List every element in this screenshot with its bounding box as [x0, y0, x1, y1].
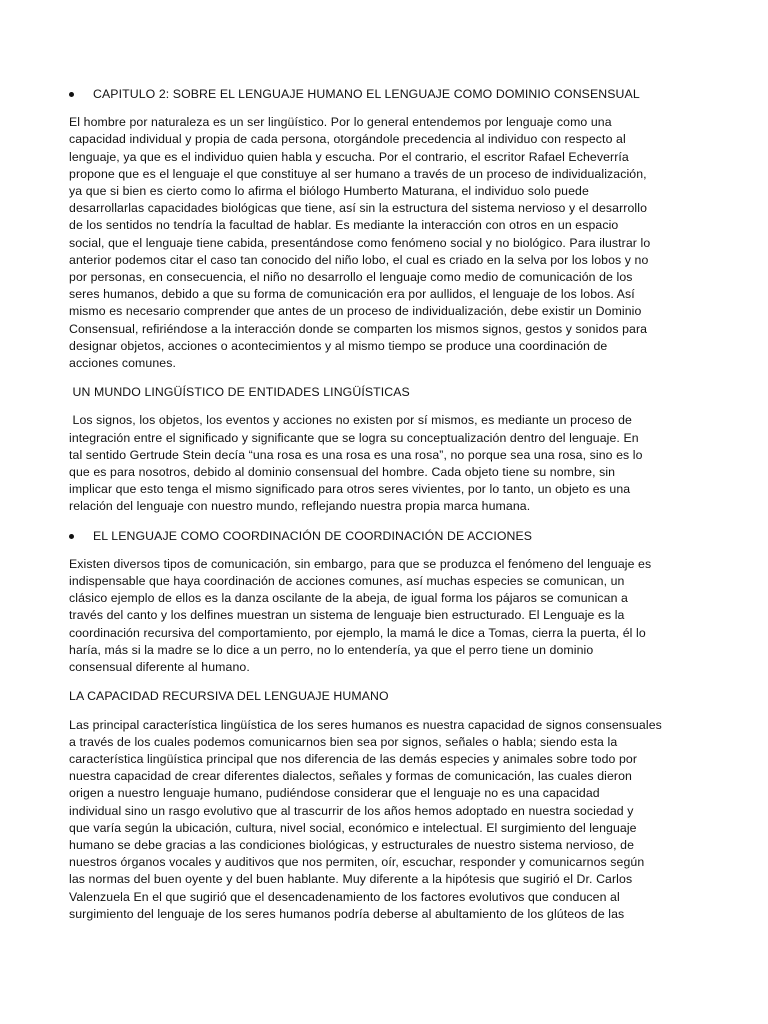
text-line: ya que si bien es cierto como lo afirma el biólogo Humberto Maturana, el individuo solo puede [69, 184, 589, 199]
text-line: individual sino un rasgo evolutivo que al trascurrir de los años hemos adoptado en nuestra sociedad y [69, 803, 634, 818]
text-line: Consensual, refiriéndose a la interacción donde se comparten los mismos signos, gestos y sonidos para [69, 321, 648, 336]
text-line: de los sentidos no tendría la facultad de hablar. Es mediante la interacción con otros en un espacio [69, 218, 619, 233]
text-line: propone que es el lenguaje el que constituye al ser humano a través de un proceso de individualización, [69, 166, 647, 181]
text-line: clásico ejemplo de ellos es la danza oscilante de la abeja, de igual forma los pájaros se comunican a [69, 591, 628, 606]
text-line: designar objetos, acciones o acontecimientos y al mismo tiempo se produce una coordinación de [69, 338, 608, 353]
text-line: lenguaje, ya que es el individuo quien habla y escucha. Por el contrario, el escritor Rafael Echeverría [69, 149, 629, 164]
heading-text: CAPITULO 2: SOBRE EL LENGUAJE HUMANO EL LENGUAJE COMO DOMINIO CONSENSUAL [93, 87, 640, 101]
text-line: implicar que esto tenga el mismo significado para otros seres vivientes, por lo tanto, un objeto es una [69, 482, 631, 497]
text-line: las normas del buen oyente y del buen hablante. Muy diferente a la hipótesis que sugirió el Dr. Carlos [69, 872, 633, 887]
text-line: consensual diferente al humano. [69, 660, 250, 675]
text-line: acciones comunes. [69, 356, 176, 371]
text-line: que varía según la ubicación, cultura, nivel social, económico e intelectual. El surgimiento del lenguaje [69, 820, 637, 835]
text-line: Los signos, los objetos, los eventos y acciones no existen por sí mismos, es mediante un proceso de [69, 413, 632, 428]
paragraph-capacidad-recursiva [69, 717, 673, 923]
text-line: coordinación recursiva del comportamiento, por ejemplo, la mamá le dice a Tomas, cierra la puerta, él lo [69, 625, 646, 640]
document-page [69, 86, 673, 935]
heading-text: UN MUNDO LINGÜÍSTICO DE ENTIDADES LINGÜÍSTICAS [69, 385, 410, 400]
text-line: indispensable que haya coordinación de acciones comunes, así muchas especies se comunican, un [69, 574, 625, 589]
text-line: Valenzuela En el que sugirió que el desencadenamiento de los factores evolutivos que conducen al [69, 889, 620, 904]
text-line: humano se debe gracias a las condiciones biológicas, y estructurales de nuestro sistema nervioso, de [69, 837, 635, 852]
text-line: tal sentido Gertrude Stein decía “una rosa es una rosa es una rosa”, no porque sea una rosa, sino es lo [69, 447, 643, 462]
section-heading-mundo-linguistico [69, 384, 673, 401]
text-line: Existen diversos tipos de comunicación, sin embargo, para que se produzca el fenómeno del lenguaje es [69, 556, 652, 571]
text-line: social, que el lenguaje tiene cabida, presentándose como fenómeno social y no biológico. Para ilustrar lo [69, 235, 651, 250]
text-line: capacidad individual y propia de cada persona, otorgándole precedencia al individuo con respecto al [69, 132, 626, 147]
text-line: nuestros órganos vocales y auditivos que nos permiten, oír, escuchar, responder y comunicarnos según [69, 855, 645, 870]
section-heading-capitulo-2 [69, 86, 673, 103]
heading-text: LA CAPACIDAD RECURSIVA DEL LENGUAJE HUMANO [69, 689, 389, 704]
paragraph-lenguaje-humano [69, 114, 673, 372]
section-heading-capacidad-recursiva [69, 688, 673, 705]
paragraph-mundo-linguistico [69, 412, 673, 515]
text-line: desarrollarlas capacidades biológicas que tiene, así sin la estructura del sistema nervioso y el desarrollo [69, 201, 648, 216]
text-line: a través de los cuales podemos comunicarnos bien sea por signos, señales o habla; siendo esta la [69, 734, 618, 749]
paragraph-coordinacion [69, 556, 673, 676]
text-line: anterior podemos citar el caso tan conocido del niño lobo, el cual es criado en la selva por los lobos y no [69, 252, 649, 267]
text-line: característica lingüística principal que nos diferencia de las demás especies y animales sobre todo por [69, 751, 638, 766]
text-line: surgimiento del lenguaje de los seres humanos podría deberse al abultamiento de los glúteos de las [69, 906, 625, 921]
heading-text: EL LENGUAJE COMO COORDINACIÓN DE COORDINACIÓN DE ACCIONES [93, 528, 533, 543]
text-line: por personas, en consecuencia, el niño no desarrollo el lenguaje como medio de comunicación de los [69, 270, 633, 285]
text-line: relación del lenguaje con nuestro mundo, reflejando nuestra propia marca humana. [69, 499, 531, 514]
bullet-icon [69, 534, 74, 539]
text-line: haría, más si la madre se lo dice a un perro, no lo entendería, ya que el perro tiene un dominio [69, 642, 594, 657]
text-line: que es para nosotros, debido al dominio consensual del hombre. Cada objeto tiene su nombre, sin [69, 465, 616, 480]
text-line: seres humanos, debido a que su forma de comunicación era por aullidos, el lenguaje de los lobos. Así [69, 287, 635, 302]
text-line: El hombre por naturaleza es un ser lingüístico. Por lo general entendemos por lenguaje como una [69, 115, 612, 130]
text-line: nuestra capacidad de crear diferentes dialectos, señales y formas de comunicación, las cuales dieron [69, 769, 632, 784]
text-line: Las principal característica lingüística de los seres humanos es nuestra capacidad de signos consensuales [69, 717, 662, 732]
bullet-icon [69, 92, 74, 97]
text-line: integración entre el significado y significante que se logra su conceptualización dentro del lenguaje. En [69, 430, 639, 445]
text-line: mismo es necesario comprender que antes de un proceso de individualización, debe existir un Dominio [69, 304, 642, 319]
text-line: origen a nuestro lenguaje humano, pudiéndose considerar que el lenguaje no es una capacidad [69, 786, 600, 801]
text-line: través del canto y los delfines muestran un sistema de lenguaje bien estructurado. El Lenguaje es la [69, 608, 625, 623]
section-heading-coordinacion [69, 528, 673, 545]
